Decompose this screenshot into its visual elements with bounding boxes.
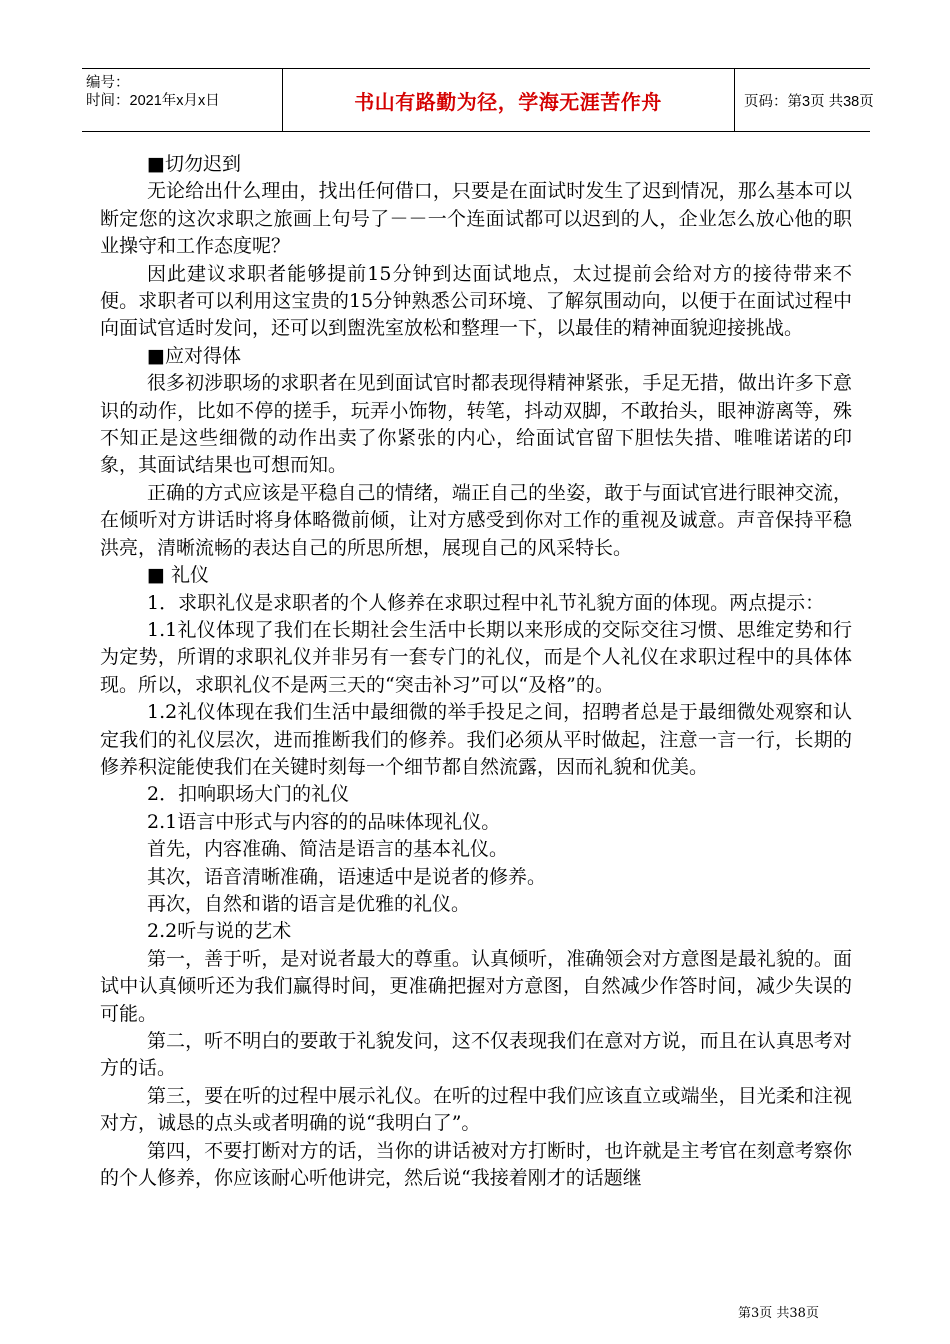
paragraph: 第四，不要打断对方的话，当你的讲话被对方打断时，也许就是主考官在刻意考察你的个人修养，你应该耐心听他讲完，然后说“我接着刚才的话题继 <box>100 1139 852 1190</box>
paragraph: 1.1礼仪体现了我们在长期社会生活中长期以来形成的交际交往习惯、思维定势和行为定势，所谓的求职礼仪并非另有一套专门的礼仪，而是个人礼仪在求职过程中的具体体现。所以，求职礼仪不是两三天的“突击补习”可以“及格”的。 <box>100 618 852 696</box>
section-heading: ■ 礼仪 <box>147 564 209 587</box>
header-info-cell <box>82 69 283 131</box>
paragraph: 无论给出什么理由，找出任何借口，只要是在面试时发生了迟到情况，那么基本可以断定您的这次求职之旅画上句号了－－一个连面试都可以迟到的人，企业怎么放心他的职业操守和工作态度呢？ <box>100 180 852 258</box>
paragraph: 其次，语音清晰准确，语速适中是说者的修养。 <box>147 865 547 888</box>
header-page-cell <box>734 69 874 131</box>
page-header <box>82 68 874 132</box>
paragraph: 第二，听不明白的要敢于礼貌发问，这不仅表现我们在意对方说，而且在认真思考对方的话。 <box>100 1030 852 1080</box>
paragraph: 首先，内容准确、简洁是语言的基本礼仪。 <box>147 838 509 861</box>
paragraph: 2.1语言中形式与内容的的品味体现礼仪。 <box>147 810 501 833</box>
header-motto: 书山有路勤为径，学海无涯苦作舟 <box>354 89 662 114</box>
paragraph: 第三，要在听的过程中展示礼仪。在听的过程中我们应该直立或端坐，目光柔和注视对方，诚恳的点头或者明确的说“我明白了”。 <box>100 1084 852 1135</box>
document-body <box>100 151 852 1192</box>
header-motto-cell <box>282 69 735 131</box>
page-footer: 第3页 共38页 <box>738 1306 819 1321</box>
section-heading: ■切勿迟到 <box>147 153 241 175</box>
paragraph: 1．求职礼仪是求职者的个人修养在求职过程中礼节礼貌方面的体现。两点提示： <box>147 591 825 614</box>
document-number-label: 编号： <box>86 75 130 91</box>
paragraph: 因此建议求职者能够提前15分钟到达面试地点，太过提前会给对方的接待带来不便。求职者可以利用这宝贵的15分钟熟悉公司环境、了解氛围动向，以便于在面试过程中向面试官适时发问，还可以到盥洗室放松和整理一下，以最佳的精神面貌迎接挑战。 <box>100 262 852 340</box>
paragraph: 很多初涉职场的求职者在见到面试官时都表现得精神紧张，手足无措，做出许多下意识的动作，比如不停的搓手，玩弄小饰物，转笔，抖动双脚，不敢抬头，眼神游离等，殊不知正是这些细微的动作出卖了你紧张的内心，给面试官留下胆怯失措、唯唯诺诺的印象，其面试结果也可想而知。 <box>100 372 852 477</box>
paragraph: 第一，善于听，是对说者最大的尊重。认真倾听，准确领会对方意图是最礼貌的。面试中认真倾听还为我们赢得时间，更准确把握对方意图，自然减少作答时间，减少失误的可能。 <box>100 947 852 1025</box>
document-time-label: 时间：2021年x月x日 <box>86 93 220 109</box>
paragraph: 1.2礼仪体现在我们生活中最细微的举手投足之间，招聘者总是于最细微处观察和认定我们的礼仪层次，进而推断我们的修养。我们必须从平时做起，注意一言一行，长期的修养积淀能使我们在关键时刻每一个细节都自然流露，因而礼貌和优美。 <box>100 701 852 778</box>
paragraph: 再次，自然和谐的语言是优雅的礼仪。 <box>147 892 471 915</box>
header-page-code: 页码：第3页 共38页 <box>744 93 874 110</box>
paragraph: 2．扣响职场大门的礼仪 <box>147 783 350 806</box>
section-heading: ■应对得体 <box>147 344 241 367</box>
paragraph: 2.2听与说的艺术 <box>147 920 292 943</box>
paragraph: 正确的方式应该是平稳自己的情绪，端正自己的坐姿，敢于与面试官进行眼神交流，在倾听对方讲话时将身体略微前倾，让对方感受到你对工作的重视及诚意。声音保持平稳洪亮，清晰流畅的表达自己的所思所想，展现自己的风采特长。 <box>100 481 852 559</box>
